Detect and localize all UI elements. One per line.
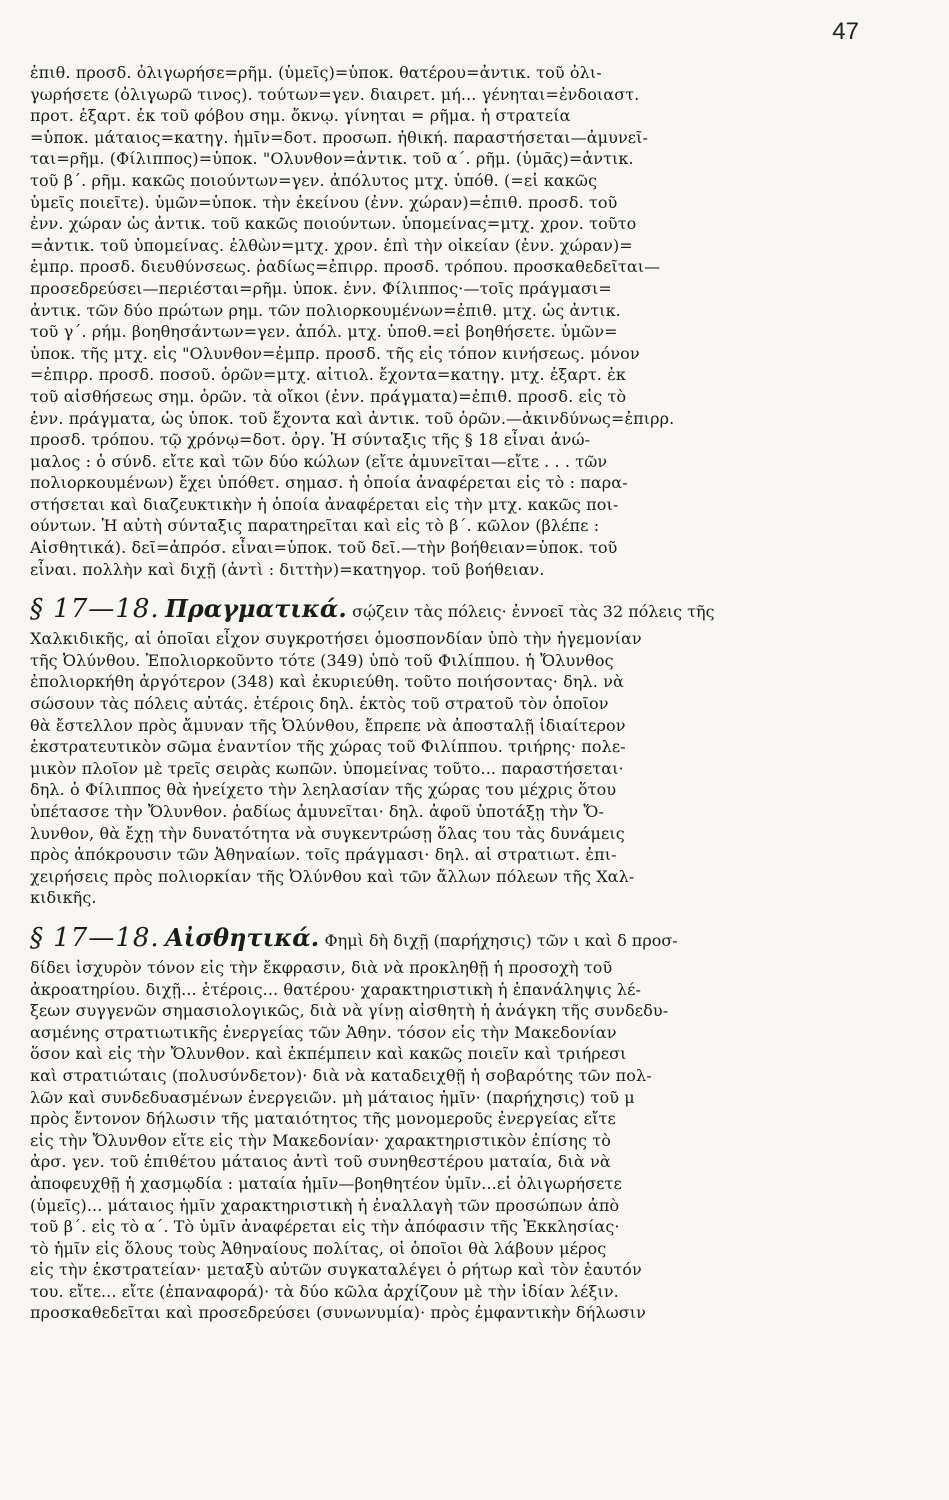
text-line: ὑπέτασσε τὴν Ὄλυνθον. ῥαδίως ἀμυνεῖται· δηλ. ἀφοῦ ὑποτάξῃ τὴν Ὄ- — [30, 802, 604, 821]
text-line: ἀντικ. τῶν δύο πρώτων ρημ. τῶν πολιορκουμένων=ἐπιθ. μτχ. ὡς ἀντικ. — [30, 300, 621, 320]
text-line: προσδ. τρόπου. τῷ χρόνῳ=δοτ. ὀργ. Ἡ σύνταξις τῆς § 18 εἶναι ἀνώ- — [30, 430, 591, 450]
text-line: εἶναι. πολλὴν καὶ διχῇ (ἀντὶ : διττὴν)=κατηγορ. τοῦ βοήθειαν. — [30, 559, 545, 579]
text-line: ασμένης στρατιωτικῆς ἐνεργείας τῶν Ἀθην. τόσον εἰς τὴν Μακεδονίαν — [30, 1022, 617, 1042]
text-line: τοῦ β΄. εἰς τὸ α΄. Τὸ ὑμῖν ἀναφέρεται εἰς τὴν ἀπόφασιν τῆς Ἐκκλησίας· — [30, 1217, 620, 1237]
text-line: τῆς Ὀλύνθου. Ἐπολιορκοῦντο τότε (349) ὑπὸ τοῦ Φιλίππου. ἡ Ὄλυνθος — [30, 650, 614, 670]
text-line: τοῦ γ΄. ρήμ. βοηθησάντων=γεν. ἀπόλ. μτχ. ὑποθ.=εἰ βοηθήσετε. ὑμῶν= — [30, 322, 618, 342]
text-line: στήσεται καὶ διαζευκτικὴν ἡ ὁποία ἀναφέρεται εἰς τὴν μτχ. κακῶς ποι- — [30, 494, 619, 514]
text-line: γωρήσετε (ὀλιγωρῶ τινος). τούτων=γεν. διαιρετ. μή... γένηται=ἐνδοιαστ. — [30, 84, 640, 104]
page-text — [30, 62, 890, 1324]
text-line: πρὸς ἀπόκρουσιν τῶν Ἀθηναίων. τοῖς πράγμασι· δηλ. αἱ στρατιωτ. ἐπι- — [30, 845, 617, 865]
text-line: κιδικῆς. — [30, 888, 97, 908]
text-line: θὰ ἔστελλον πρὸς ἄμυναν τῆς Ὀλύνθου, ἔπρεπε νὰ ἀποσταλῇ ἰδιαίτερον — [30, 715, 626, 735]
section-heading — [30, 590, 890, 628]
text-line: ὑμεῖς ποιεῖτε). ὑμῶν=ὑποκ. τὴν ἐκείνου (ἐνν. χώραν)=ἐπιθ. προσδ. τοῦ — [30, 192, 618, 212]
text-line: ὑποκ. τῆς μτχ. εἰς "Ολυνθον=ἐμπρ. προσδ. τῆς εἰς τόπον κινήσεως. μόνον — [30, 343, 640, 363]
section-body — [30, 628, 890, 909]
text-line: σώσουν τὰς πόλεις αὐτάς. ἑτέροις δηλ. ἐκτὸς τοῦ στρατοῦ τὸν ὁποῖον — [30, 694, 609, 714]
text-line: μαλος : ὁ σύνδ. εἴτε καὶ τῶν δύο κώλων (εἴτε ἀμυνεῖται—εἴτε . . . τῶν — [30, 451, 608, 471]
text-line: δηλ. ὁ Φίλιππος θὰ ἠνείχετο τὴν λεηλασίαν τῆς χώρας του μέχρις ὅτου — [30, 780, 617, 800]
section-body — [30, 957, 890, 1324]
text-line: λυνθον, θὰ ἔχῃ τὴν δυνατότητα νὰ συγκεντρώσῃ ὅλας του τὰς δυνάμεις — [30, 823, 625, 843]
section-first-line: σῴζειν τὰς πόλεις· ἐννοεῖ τὰς 32 πόλεις τῆς — [352, 602, 715, 622]
text-line: του. εἴτε... εἴτε (ἐπαναφορά)· τὰ δύο κῶλα ἀρχίζουν μὲ τὴν ἰδίαν λέξιν. — [30, 1281, 619, 1301]
text-line: τοῦ β΄. ρῆμ. κακῶς ποιούντων=γεν. ἀπόλυτος μτχ. ὑπόθ. (=εἰ κακῶς — [30, 170, 598, 190]
text-line: ούντων. Ἡ αὐτὴ σύνταξις παρατηρεῖται καὶ εἰς τὸ β΄. κῶλον (βλέπε : — [30, 516, 600, 536]
text-line: εἰς τὴν Ὄλυνθον εἴτε εἰς τὴν Μακεδονίαν· χαρακτηριστικὸν ἐπίσης τὸ — [30, 1130, 611, 1150]
text-line: εἰς τὴν ἐκστρατείαν· μεταξὺ αὐτῶν συγκαταλέγει ὁ ρήτωρ καὶ τὸν ἑαυτόν — [30, 1260, 642, 1280]
text-line: πολιορκουμένων) ἔχει ὑπόθετ. σημασ. ἡ ὁποία ἀναφέρεται εἰς τὸ : παρα- — [30, 473, 628, 493]
text-line: =ὑποκ. μάταιος=κατηγ. ἡμῖν=δοτ. προσωπ. ἠθική. παραστήσεται—ἀμυνεῖ- — [30, 127, 649, 147]
text-line: χειρήσεις πρὸς πολιορκίαν τῆς Ὀλύνθου καὶ τῶν ἄλλων πόλεων τῆς Χαλ- — [30, 866, 635, 886]
text-line: ὅσον καὶ εἰς τὴν Ὄλυνθον. καὶ ἐκπέμπειν καὶ κακῶς ποιεῖν καὶ τριήρεσι — [30, 1044, 627, 1064]
page-number: 47 — [832, 18, 859, 45]
section-number: § 17—18. — [30, 594, 160, 625]
section-title: Αἰσθητικά. — [165, 922, 320, 952]
text-line: ἐκστρατευτικὸν σῶμα ἐναντίον τῆς χώρας τοῦ Φιλίππου. τριήρης· πολε- — [30, 737, 626, 757]
text-line: ἐνν. πράγματα, ὡς ὑποκ. τοῦ ἔχοντα καὶ ἀντικ. τοῦ ὁρῶν.—ἀκινδύνως=ἐπιρρ. — [30, 408, 675, 428]
section-number: § 17—18. — [30, 922, 160, 953]
text-line: ἐμπρ. προσδ. διευθύνσεως. ῥαδίως=ἐπιρρ. προσδ. τρόπου. προσκαθεδεῖται— — [30, 257, 661, 277]
text-line: ἀρσ. γεν. τοῦ ἐπιθέτου μάταιος ἀντὶ τοῦ συνηθεστέρου ματαία, διὰ νὰ — [30, 1152, 611, 1172]
text-line: ται=ρῆμ. (Φίλιππος)=ὑποκ. "Ολυνθον=ἀντικ. τοῦ α΄. ρῆμ. (ὑμᾶς)=ἀντικ. — [30, 149, 634, 169]
text-line: ἀκροατηρίου. διχῇ... ἑτέροις... θατέρου· χαρακτηριστικὴ ἡ ἐπανάληψις λέ- — [30, 979, 641, 999]
text-line: Χαλκιδικῆς, αἱ ὁποῖαι εἶχον συγκροτήσει ὁμοσπονδίαν ὑπὸ τὴν ἡγεμονίαν — [30, 629, 642, 649]
text-line: πρὸς ἔντονον δήλωσιν τῆς ματαιότητος τῆς μονομεροῦς ἐνεργείας εἴτε — [30, 1109, 616, 1129]
text-line: μικὸν πλοῖον μὲ τρεῖς σειρὰς κωπῶν. ὑπομείνας τοῦτο... παραστήσεται· — [30, 758, 624, 778]
text-line: ἀποφευχθῇ ἡ χασμῳδία : ματαία ἡμῖν—βοηθητέον ὑμῖν...εἰ ὀλιγωρήσετε — [30, 1173, 622, 1193]
section-heading — [30, 919, 890, 957]
section-title: Πραγματικά. — [165, 594, 347, 624]
text-line: προσεδρεύσει—περιέσται=ρῆμ. ὑποκ. ἐνν. Φίλιππος·—τοῖς πράγμασι= — [30, 278, 612, 298]
text-line: ξεων συγγενῶν σημασιολογικῶς, διὰ νὰ γίνῃ αἰσθητὴ ἡ ἀνάγκη τῆς συνδεδυ- — [30, 1001, 669, 1021]
text-line: ἐπολιορκήθη ἀργότερον (348) καὶ ἐκυριεύθη. τοῦτο ποιήσοντας· δηλ. νὰ — [30, 672, 624, 692]
text-line: προσκαθεδεῖται καὶ προσεδρεύσει (συνωνυμία)· πρὸς ἐμφαντικὴν δήλωσιν — [30, 1303, 646, 1323]
text-line: λῶν καὶ συνδεδυασμένων ἐνεργειῶν. μὴ μάταιος ἡμῖν· (παρήχησις) τοῦ μ — [30, 1087, 635, 1107]
section-first-line: Φημὶ δὴ διχῇ (παρήχησις) τῶν ι καὶ δ προσ- — [324, 930, 678, 950]
grammar-commentary — [30, 62, 890, 580]
text-line: =ἀντικ. τοῦ ὑπομείνας. ἐλθὼν=μτχ. χρον. ἐπὶ τὴν οἰκείαν (ἐνν. χώραν)= — [30, 235, 633, 255]
text-line: δίδει ἰσχυρὸν τόνον εἰς τὴν ἔκφρασιν, διὰ νὰ προκληθῇ ἡ προσοχὴ τοῦ — [30, 957, 613, 977]
text-line: τὸ ἡμῖν εἰς ὅλους τοὺς Ἀθηναίους πολίτας, οἱ ὁποῖοι θὰ λάβουν μέρος — [30, 1238, 607, 1258]
text-line: ἐνν. χώραν ὡς ἀντικ. τοῦ κακῶς ποιούντων. ὑπομείνας=μτχ. χρον. τοῦτο — [30, 214, 637, 234]
text-line: =ἐπιρρ. προσδ. ποσοῦ. ὁρῶν=μτχ. αἰτιολ. ἔχοντα=κατηγ. μτχ. ἐξαρτ. ἐκ — [30, 365, 626, 385]
text-line: ἐπιθ. προσδ. ὀλιγωρήσε=ρῆμ. (ὑμεῖς)=ὑποκ. θατέρου=ἀντικ. τοῦ ὀλι- — [30, 63, 602, 82]
text-line: Αἰσθητικά). δεῖ=ἀπρόσ. εἶναι=ὑποκ. τοῦ δεῖ.—τὴν βοήθειαν=ὑποκ. τοῦ — [30, 538, 618, 558]
section-aisthetika — [30, 919, 890, 1324]
text-line: προτ. ἐξαρτ. ἐκ τοῦ φόβου σημ. ὄκνῳ. γίνηται = ρῆμα. ἡ στρατεία — [30, 106, 571, 126]
text-line: (ὑμεῖς)... μάταιος ἡμῖν χαρακτηριστικὴ ἡ ἐναλλαγὴ τῶν προσώπων ἀπὸ — [30, 1195, 620, 1215]
text-line: τοῦ αἰσθήσεως σημ. ὁρῶν. τὰ οἴκοι (ἐνν. πράγματα)=ἐπιθ. προσδ. εἰς τὸ — [30, 386, 627, 406]
text-line: καὶ στρατιώταις (πολυσύνδετον)· διὰ νὰ καταδειχθῇ ἡ σοβαρότης τῶν πολ- — [30, 1065, 652, 1085]
section-pragmatika — [30, 590, 890, 909]
